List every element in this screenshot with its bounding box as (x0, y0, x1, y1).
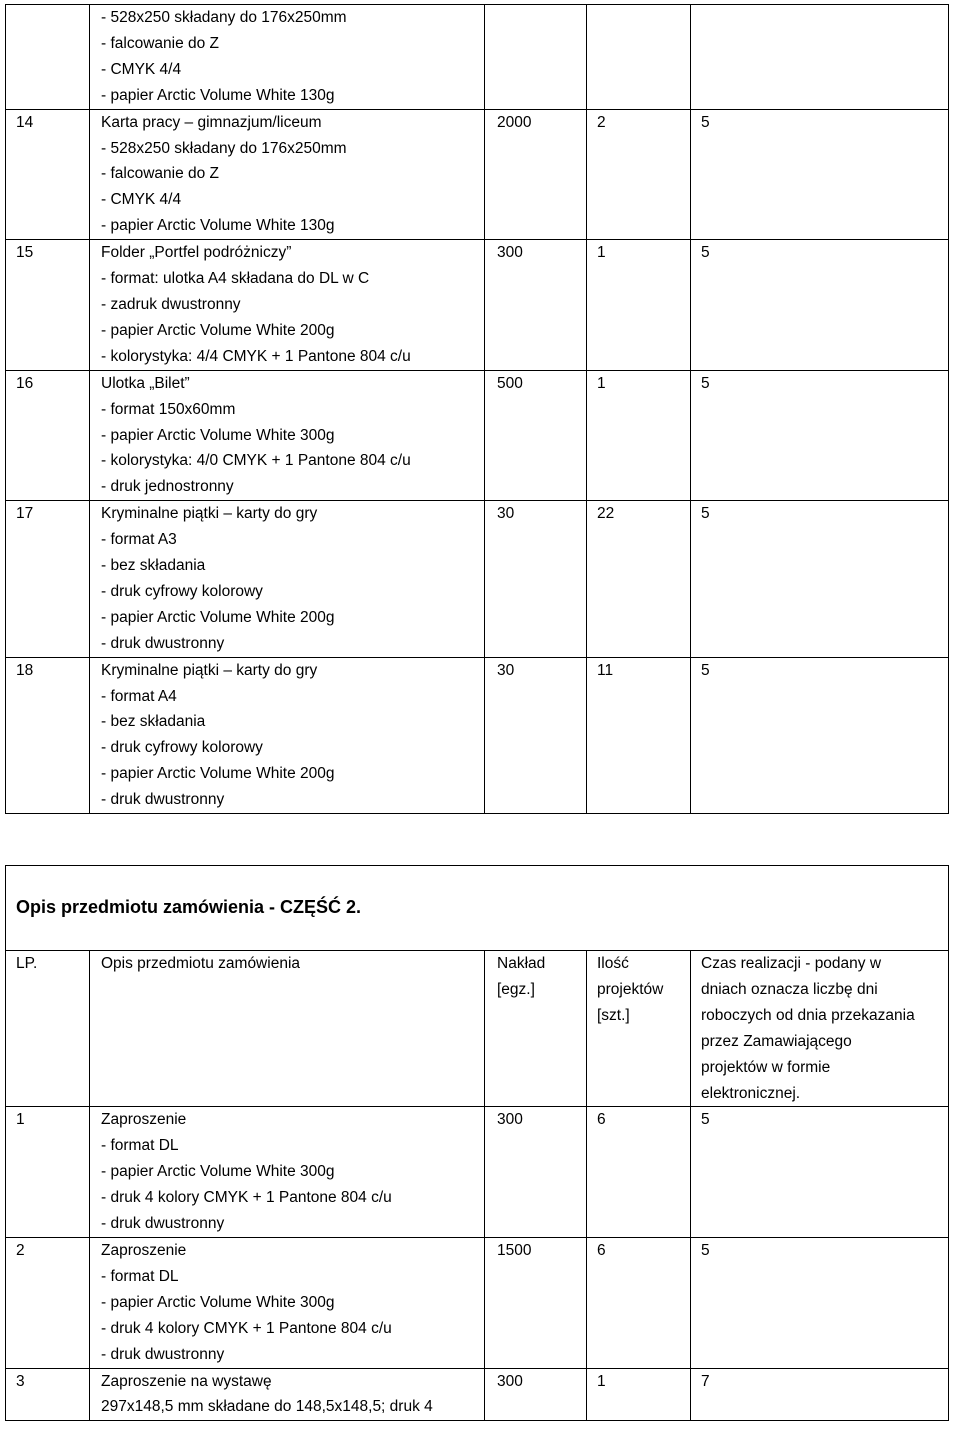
row-czas-value: 5 (701, 244, 710, 262)
row-description-line: - format DL (101, 1137, 179, 1155)
row-description-line: - format 150x60mm (101, 400, 236, 418)
row-description-line: - papier Arctic Volume White 300g (101, 1163, 335, 1181)
row-description-line: - format A3 (101, 531, 177, 549)
row-naklad-value: 30 (497, 505, 515, 523)
row-ilosc-value: 11 (597, 661, 614, 679)
row-description (90, 1107, 485, 1238)
row-description-line: - 528x250 składany do 176x250mm (101, 139, 347, 157)
row-lp (6, 1368, 90, 1421)
row-description-line: - papier Arctic Volume White 130g (101, 86, 335, 104)
row-lp (6, 501, 90, 657)
row-description-line: - druk dwustronny (101, 1345, 225, 1363)
table-row (6, 657, 949, 813)
header-czas-line: projektów w formie (701, 1058, 831, 1076)
row-description-line: Kryminalne piątki – karty do gry (101, 505, 318, 523)
row-description-line: - papier Arctic Volume White 300g (101, 426, 335, 444)
row-czas (691, 5, 949, 110)
order-table-part2 (5, 865, 949, 1421)
row-czas (691, 1107, 949, 1238)
row-lp-value: 16 (16, 374, 34, 392)
row-czas (691, 370, 949, 501)
row-lp-value: 18 (16, 661, 34, 679)
row-description (90, 109, 485, 240)
row-ilosc (587, 657, 691, 813)
row-description (90, 240, 485, 371)
row-ilosc (587, 1368, 691, 1421)
row-ilosc (587, 501, 691, 657)
row-naklad-value: 300 (497, 244, 523, 262)
table-row (6, 501, 949, 657)
row-description (90, 5, 485, 110)
header-czas-line: roboczych od dnia przekazania (701, 1006, 915, 1024)
row-description-line: - papier Arctic Volume White 300g (101, 1293, 335, 1311)
section-heading-row (6, 866, 949, 951)
header-czas-line: elektronicznej. (701, 1084, 801, 1102)
row-czas-value: 5 (701, 505, 710, 523)
header-ilosc-line: [szt.] (597, 1006, 630, 1024)
table-row (6, 1237, 949, 1368)
row-description (90, 370, 485, 501)
row-description-line: Zaproszenie (101, 1241, 187, 1259)
section-heading: Opis przedmiotu zamówienia - CZĘŚĆ 2. (6, 866, 949, 951)
row-ilosc-value: 1 (597, 244, 606, 262)
row-naklad (485, 1237, 587, 1368)
header-naklad (485, 951, 587, 1107)
header-czas-line: dniach oznacza liczbę dni (701, 980, 878, 998)
row-description (90, 1368, 485, 1421)
row-lp (6, 370, 90, 501)
row-lp (6, 240, 90, 371)
row-description-line: - format: ulotka A4 składana do DL w C (101, 270, 370, 288)
row-description-line: Kryminalne piątki – karty do gry (101, 661, 318, 679)
row-czas-value: 5 (701, 1241, 710, 1259)
row-czas (691, 1237, 949, 1368)
header-naklad-line: Nakład (497, 955, 546, 972)
header-ilosc-line: projektów (597, 980, 664, 998)
row-description-line: - druk 4 kolory CMYK + 1 Pantone 804 c/u (101, 1189, 392, 1207)
row-czas (691, 109, 949, 240)
row-lp-value: 15 (16, 244, 34, 262)
row-description-line: - format DL (101, 1267, 179, 1285)
row-naklad-value: 300 (497, 1111, 523, 1129)
row-description-line: - papier Arctic Volume White 200g (101, 608, 335, 626)
row-czas (691, 501, 949, 657)
row-naklad-value: 500 (497, 374, 523, 392)
row-lp (6, 1237, 90, 1368)
row-description (90, 1237, 485, 1368)
row-lp-value: 3 (16, 1372, 25, 1390)
row-description-line: - papier Arctic Volume White 200g (101, 321, 335, 339)
row-description-line: - falcowanie do Z (101, 34, 220, 52)
row-naklad (485, 5, 587, 110)
row-naklad-value: 30 (497, 661, 515, 679)
row-lp-value: 1 (16, 1111, 25, 1129)
row-ilosc-value: 1 (597, 1372, 606, 1390)
row-naklad-value: 1500 (497, 1241, 532, 1259)
header-czas-line: Czas realizacji - podany w (701, 955, 882, 972)
row-description-line: Zaproszenie na wystawę (101, 1372, 272, 1390)
header-ilosc (587, 951, 691, 1107)
row-description-line: Folder „Portfel podróżniczy” (101, 244, 292, 262)
row-lp (6, 5, 90, 110)
row-description-line: - kolorystyka: 4/0 CMYK + 1 Pantone 804 c/u (101, 452, 411, 470)
row-ilosc (587, 1237, 691, 1368)
row-lp-value: 2 (16, 1241, 25, 1259)
row-naklad (485, 1368, 587, 1421)
row-czas (691, 240, 949, 371)
row-ilosc (587, 1107, 691, 1238)
row-lp (6, 1107, 90, 1238)
row-naklad (485, 1107, 587, 1238)
row-description-line: Karta pracy – gimnazjum/liceum (101, 113, 322, 131)
row-ilosc (587, 109, 691, 240)
row-ilosc-value: 22 (597, 505, 615, 523)
row-description-line: Ulotka „Bilet” (101, 374, 190, 392)
header-czas (691, 951, 949, 1107)
row-czas (691, 657, 949, 813)
row-naklad-value: 2000 (497, 113, 532, 131)
row-description-line: Zaproszenie (101, 1111, 187, 1129)
row-naklad (485, 501, 587, 657)
row-lp-value: 17 (16, 505, 34, 523)
row-ilosc-value: 2 (597, 113, 606, 131)
table-row (6, 240, 949, 371)
table-row (6, 1107, 949, 1238)
header-czas-line: przez Zamawiającego (701, 1032, 852, 1050)
row-ilosc (587, 5, 691, 110)
row-description-line: - falcowanie do Z (101, 165, 220, 183)
row-description-line: - bez składania (101, 557, 206, 575)
row-ilosc-value: 6 (597, 1111, 606, 1129)
row-czas-value: 7 (701, 1372, 710, 1390)
header-ilosc-line: Ilość (597, 955, 629, 972)
row-description-line: - CMYK 4/4 (101, 60, 182, 78)
header-description (90, 951, 485, 1107)
header-lp-value: LP. (16, 955, 38, 972)
row-ilosc-value: 1 (597, 374, 606, 392)
table-row (6, 370, 949, 501)
row-naklad (485, 657, 587, 813)
row-description-line: - CMYK 4/4 (101, 191, 182, 209)
row-description-line: - kolorystyka: 4/4 CMYK + 1 Pantone 804 c/u (101, 347, 411, 365)
row-description-line: - druk 4 kolory CMYK + 1 Pantone 804 c/u (101, 1319, 392, 1337)
row-description-line: - 528x250 składany do 176x250mm (101, 9, 347, 26)
row-description-line: - papier Arctic Volume White 130g (101, 217, 335, 235)
header-description-value: Opis przedmiotu zamówienia (101, 955, 301, 972)
row-czas-value: 5 (701, 113, 710, 131)
row-lp (6, 109, 90, 240)
order-table-part1 (5, 4, 949, 814)
row-naklad (485, 370, 587, 501)
row-description (90, 501, 485, 657)
row-lp (6, 657, 90, 813)
row-description-line: - druk dwustronny (101, 791, 225, 809)
table-row (6, 1368, 949, 1421)
header-lp (6, 951, 90, 1107)
table-row-continued (6, 5, 949, 110)
row-naklad (485, 240, 587, 371)
table-row (6, 109, 949, 240)
row-naklad-value: 300 (497, 1372, 523, 1390)
row-description-line: - druk jednostronny (101, 478, 234, 496)
row-description-line: - bez składania (101, 713, 206, 731)
row-lp-value: 14 (16, 113, 34, 131)
table-header-row (6, 951, 949, 1107)
row-description-line: - druk dwustronny (101, 634, 225, 652)
row-description-line: - format A4 (101, 687, 177, 705)
row-description-line: - druk cyfrowy kolorowy (101, 739, 263, 757)
row-description-line: - papier Arctic Volume White 200g (101, 765, 335, 783)
row-czas-value: 5 (701, 1111, 710, 1129)
row-czas-value: 5 (701, 374, 710, 392)
row-description-line: - zadruk dwustronny (101, 295, 241, 313)
row-naklad (485, 109, 587, 240)
row-description-line: 297x148,5 mm składane do 148,5x148,5; druk 4 (101, 1398, 433, 1416)
row-description-line: - druk dwustronny (101, 1215, 225, 1233)
row-czas (691, 1368, 949, 1421)
row-description-line: - druk cyfrowy kolorowy (101, 582, 263, 600)
row-ilosc (587, 370, 691, 501)
row-czas-value: 5 (701, 661, 710, 679)
row-description (90, 657, 485, 813)
header-naklad-line: [egz.] (497, 980, 535, 998)
row-ilosc (587, 240, 691, 371)
row-ilosc-value: 6 (597, 1241, 606, 1259)
